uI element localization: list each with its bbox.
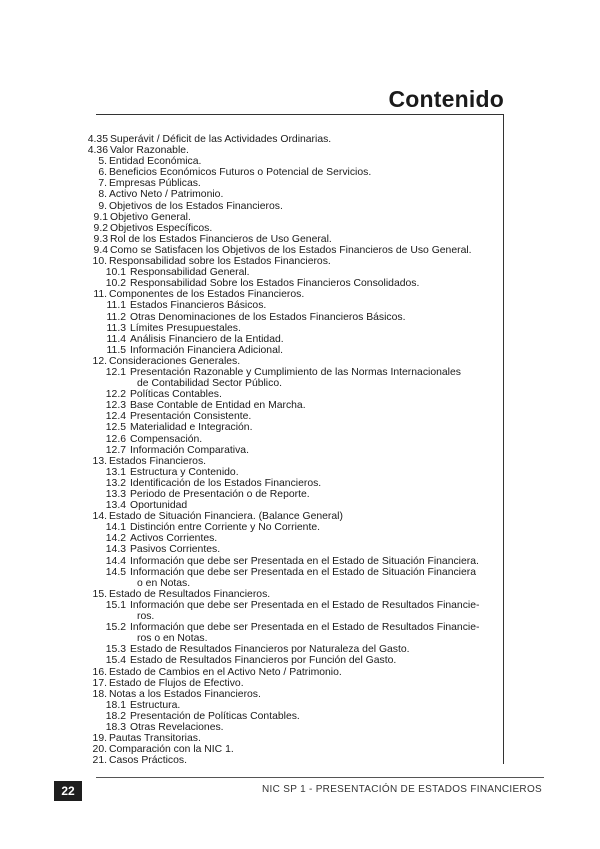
toc-entry-text: Estado de Cambios en el Activo Neto / Patrimonio. — [109, 666, 342, 678]
toc-entry — [0, 478, 600, 489]
toc-entry-text: Información Financiera Adicional. — [130, 344, 284, 356]
toc-entry — [0, 345, 600, 356]
toc-entry-number: 9. — [98, 200, 107, 212]
toc-entry-number: 10.1 — [105, 267, 126, 279]
toc-entry — [0, 411, 600, 422]
toc-entry-number: 14.4 — [105, 555, 126, 567]
toc-entry-number: 15.2 — [105, 622, 126, 634]
toc-entry-text: Objetivos Específicos. — [110, 222, 213, 234]
toc-entry-text: ros. — [137, 611, 155, 623]
toc-entry-text: Estado de Resultados Financieros por Naturaleza del Gasto. — [130, 644, 410, 656]
toc-entry-number: 19. — [92, 733, 107, 745]
toc-entry-text: Periodo de Presentación o de Reporte. — [130, 489, 310, 500]
toc-entry — [0, 711, 600, 722]
toc-entry-text: Información que debe ser Presentada en el Estado de Resultados Financie- — [130, 622, 480, 634]
toc-entry-number: 11.1 — [106, 300, 126, 312]
toc-entry — [0, 256, 600, 267]
toc-entry — [0, 245, 600, 256]
toc-entry-number: 11.2 — [106, 311, 126, 323]
toc-entry — [0, 733, 600, 744]
toc-entry-text: Estado de Situación Financiera. (Balance General) — [109, 511, 343, 523]
toc-entry — [0, 134, 600, 145]
toc-entry-text: Entidad Económica. — [109, 156, 202, 168]
toc-entry-text: Pasivos Corrientes. — [130, 544, 221, 556]
toc-entry-number: 9.1 — [93, 211, 108, 223]
toc-entry-text: Distinción entre Corriente y No Corriente. — [130, 522, 320, 534]
toc-entry-text: Identificación de los Estados Financieros. — [130, 477, 322, 489]
toc-entry — [0, 722, 600, 733]
toc-entry-text: Estado de Resultados Financieros por Función del Gasto. — [130, 655, 397, 667]
toc-entry — [0, 567, 600, 578]
toc-entry-number: 15. — [92, 588, 107, 600]
toc-entry-text: Estados Financieros. — [109, 455, 207, 467]
toc-entry-text: Activo Neto / Patrimonio. — [109, 189, 224, 201]
toc-entry — [0, 744, 600, 755]
toc-entry-number: 12.6 — [105, 433, 126, 445]
toc-entry-text: Estado de Resultados Financieros. — [109, 588, 271, 600]
toc-entry — [0, 234, 600, 245]
toc-entry-number: 16. — [92, 666, 107, 678]
toc-entry — [0, 667, 600, 678]
toc-entry-text: Comparación con la NIC 1. — [109, 744, 234, 756]
toc-entry — [0, 678, 600, 689]
toc-entry — [0, 556, 600, 567]
toc-entry-text: Notas a los Estados Financieros. — [109, 688, 261, 700]
toc-entry-number: 13.2 — [105, 477, 126, 489]
toc-entry-number: 12.4 — [105, 411, 126, 423]
toc-entry-text: Responsabilidad sobre los Estados Financieros. — [109, 256, 331, 268]
toc-entry-text: Estructura. — [130, 699, 181, 711]
toc-entry-text: Activos Corrientes. — [130, 533, 218, 545]
toc-entry-text: Información que debe ser Presentada en el Estado de Resultados Financie- — [130, 599, 480, 611]
toc-entry-text: Políticas Contables. — [130, 389, 222, 401]
toc-entry — [0, 312, 600, 323]
toc-entry-text: Materialidad e Integración. — [130, 422, 253, 434]
toc-entry-number: 18.3 — [105, 721, 126, 733]
toc-entry — [0, 544, 600, 555]
toc-entry — [0, 700, 600, 711]
toc-entry-number: 11.3 — [106, 322, 126, 334]
toc-entry-number: 14.1 — [105, 522, 126, 534]
toc-entry-text: Compensación. — [130, 433, 203, 445]
toc-entry-text: Objetivos de los Estados Financieros. — [109, 200, 283, 212]
toc-entry-text: Responsabilidad General. — [130, 267, 250, 279]
toc-entry-text: Presentación de Políticas Contables. — [130, 710, 300, 722]
toc-entry-text: Pautas Transitorias. — [109, 733, 201, 745]
toc-entry-number: 15.1 — [105, 599, 126, 611]
toc-entry-number: 4.35 — [87, 134, 108, 145]
toc-entry-number: 12.5 — [105, 422, 126, 434]
toc-entry-number: 4.36 — [87, 145, 108, 157]
toc-entry-number: 12.3 — [105, 400, 126, 412]
toc-entry-number: 14.5 — [105, 566, 126, 578]
toc-entry — [0, 201, 600, 212]
toc-entry — [0, 334, 600, 345]
toc-entry-text: Oportunidad — [130, 500, 188, 512]
toc-entry-text: ros o en Notas. — [137, 633, 208, 645]
toc-entry — [0, 644, 600, 655]
toc-entry-number: 11.4 — [106, 333, 126, 345]
toc-entry-number: 18. — [92, 688, 107, 700]
toc-entry-text: Estructura y Contenido. — [130, 466, 239, 478]
bottom-rule — [96, 777, 544, 778]
toc-entry-number: 20. — [92, 744, 107, 756]
toc-entry-number: 11.5 — [106, 344, 126, 356]
toc-entry-text: Información que debe ser Presentada en el Estado de Situación Financiera. — [130, 555, 479, 567]
page-number: 22 — [54, 781, 82, 801]
toc-entry-text: Como se Satisfacen los Objetivos de los Estados Financieros de Uso General. — [110, 244, 472, 256]
toc-entry-text: Empresas Públicas. — [109, 178, 201, 190]
toc-entry-text: Otras Revelaciones. — [130, 721, 224, 733]
toc-entry — [0, 323, 600, 334]
toc-entry-number: 5. — [98, 156, 107, 168]
toc-entry — [0, 189, 600, 200]
toc-entry-number: 18.1 — [105, 699, 126, 711]
toc-entry-number: 21. — [92, 755, 107, 767]
table-of-contents — [0, 134, 600, 766]
toc-entry — [0, 156, 600, 167]
toc-entry-number: 9.2 — [93, 222, 108, 234]
toc-entry — [0, 533, 600, 544]
toc-entry — [0, 167, 600, 178]
toc-entry-number: 6. — [98, 167, 107, 179]
toc-entry — [0, 422, 600, 433]
toc-entry — [0, 633, 600, 644]
toc-entry-text: Presentación Razonable y Cumplimiento de las Normas Internacionales — [130, 366, 461, 378]
toc-entry-text: Análisis Financiero de la Entidad. — [130, 333, 284, 345]
toc-entry-text: Rol de los Estados Financieros de Uso General. — [110, 233, 332, 245]
toc-entry-number: 13.3 — [105, 489, 126, 500]
toc-entry-number: 12.2 — [105, 389, 126, 401]
toc-entry-text: Límites Presupuestales. — [130, 322, 241, 334]
toc-entry-text: Información que debe ser Presentada en el Estado de Situación Financiera — [130, 566, 476, 578]
toc-entry-number: 10.2 — [105, 278, 126, 290]
toc-entry-number: 12.1 — [105, 366, 126, 378]
toc-entry-number: 11. — [93, 289, 107, 301]
toc-entry — [0, 511, 600, 522]
toc-entry — [0, 622, 600, 633]
toc-entry — [0, 400, 600, 411]
toc-entry-number: 14. — [92, 511, 107, 523]
toc-entry-text: Beneficios Económicos Futuros o Potencial de Servicios. — [109, 167, 372, 179]
toc-entry-text: Estados Financieros Básicos. — [130, 300, 267, 312]
toc-entry — [0, 178, 600, 189]
toc-entry-text: Información Comparativa. — [130, 444, 249, 456]
toc-entry-text: Base Contable de Entidad en Marcha. — [130, 400, 306, 412]
toc-entry — [0, 611, 600, 622]
toc-entry — [0, 500, 600, 511]
toc-entry — [0, 434, 600, 445]
toc-entry-text: Valor Razonable. — [110, 145, 189, 157]
toc-entry — [0, 212, 600, 223]
toc-entry-number: 15.4 — [105, 655, 126, 667]
toc-entry — [0, 389, 600, 400]
toc-entry — [0, 267, 600, 278]
toc-entry-number: 13.1 — [105, 466, 126, 478]
title-rule — [96, 114, 504, 115]
toc-entry-number: 17. — [92, 677, 107, 689]
toc-entry-number: 12. — [92, 355, 107, 367]
toc-entry — [0, 689, 600, 700]
toc-entry-text: Presentación Consistente. — [130, 411, 252, 423]
toc-entry-number: 14.2 — [105, 533, 126, 545]
toc-entry-number: 13. — [92, 455, 107, 467]
page-title: Contenido — [388, 86, 504, 112]
toc-entry — [0, 289, 600, 300]
toc-entry-text: Responsabilidad Sobre los Estados Financieros Consolidados. — [130, 278, 420, 290]
toc-entry — [0, 300, 600, 311]
toc-entry-text: o en Notas. — [137, 577, 191, 589]
toc-entry — [0, 578, 600, 589]
toc-entry-number: 12.7 — [105, 444, 126, 456]
toc-entry — [0, 467, 600, 478]
toc-entry-number: 13.4 — [105, 500, 126, 512]
toc-entry — [0, 378, 600, 389]
toc-entry-number: 18.2 — [105, 710, 126, 722]
toc-entry-number: 14.3 — [105, 544, 126, 556]
toc-entry — [0, 589, 600, 600]
toc-entry — [0, 445, 600, 456]
toc-entry-number: 7. — [98, 178, 107, 190]
toc-entry-text: Componentes de los Estados Financieros. — [109, 289, 305, 301]
toc-entry-text: Superávit / Déficit de las Actividades Ordinarias. — [110, 134, 332, 145]
toc-entry — [0, 223, 600, 234]
toc-entry-number: 8. — [98, 189, 107, 201]
toc-entry-number: 10. — [92, 256, 107, 268]
toc-entry-text: Objetivo General. — [110, 211, 191, 223]
toc-entry — [0, 367, 600, 378]
toc-entry-number: 9.3 — [93, 233, 108, 245]
toc-entry-number: 9.4 — [93, 244, 108, 256]
running-title: NIC SP 1 - PRESENTACIÓN DE ESTADOS FINANCIEROS — [262, 784, 542, 795]
toc-entry-text: Casos Prácticos. — [109, 755, 187, 767]
toc-entry — [0, 456, 600, 467]
toc-entry — [0, 356, 600, 367]
toc-entry — [0, 278, 600, 289]
toc-entry — [0, 600, 600, 611]
toc-entry-number: 15.3 — [105, 644, 126, 656]
toc-entry — [0, 655, 600, 666]
toc-entry-text: Otras Denominaciones de los Estados Financieros Básicos. — [130, 311, 406, 323]
toc-entry — [0, 489, 600, 500]
toc-entry — [0, 145, 600, 156]
toc-entry — [0, 755, 600, 766]
toc-entry-text: Estado de Flujos de Efectivo. — [109, 677, 244, 689]
toc-entry-text: de Contabilidad Sector Público. — [137, 378, 282, 390]
toc-entry — [0, 522, 600, 533]
toc-entry-text: Consideraciones Generales. — [109, 355, 241, 367]
